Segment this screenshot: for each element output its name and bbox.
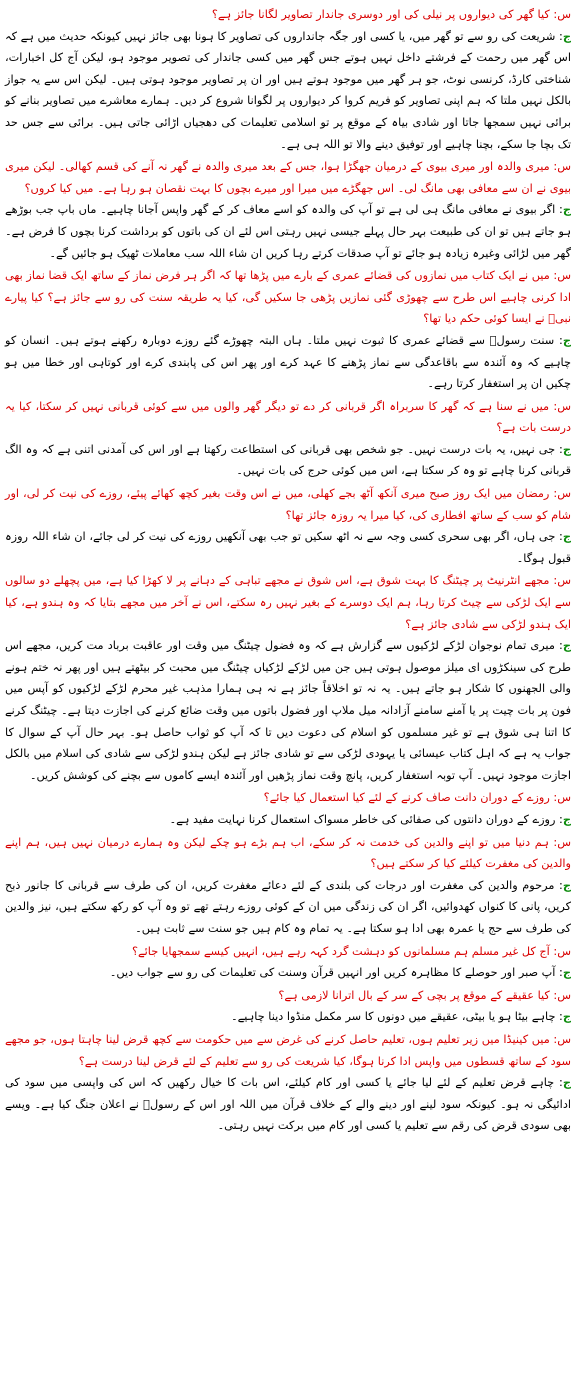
- question-text: روزے کے دوران دانت صاف کرنے کے لئے کیا استعمال کیا جائے؟: [263, 791, 550, 805]
- answer-text: جی نہیں، یہ بات درست نہیں۔ جو شخص بھی قربانی کی استطاعت رکھتا ہے اور اس کی آمدنی اتنی ہے کہ وہ الگ قربانی کرنا چاہے تو وہ کر سکتا ہے، اس میں کوئی حرج کی بات نہیں۔: [5, 442, 571, 478]
- answer-label: ج: [562, 333, 571, 347]
- question: س: کیا عقیقے کے موقع پر بچی کے سر کے بال اترانا لازمی ہے؟: [278, 988, 571, 1002]
- answer-label: ج: [562, 812, 571, 826]
- question-text: آج کل غیر مسلم ہم مسلمانوں کو دہشت گرد کہہ رہے ہیں، انہیں کیسے سمجھایا جائے؟: [132, 944, 550, 958]
- answer: ج: روزے کے دوران دانتوں کی صفائی کی خاطر مسواک استعمال کرنا نہایت مفید ہے۔: [169, 812, 571, 826]
- answer: ج: جی نہیں، یہ بات درست نہیں۔ جو شخص بھی قربانی کی استطاعت رکھتا ہے اور اس کی آمدنی اتنی ہے کہ وہ الگ قربانی کرنا چاہے تو وہ کر سکتا ہے، اس میں کوئی حرج کی بات نہیں۔: [5, 442, 571, 478]
- question-label: س: [557, 988, 571, 1002]
- answer-text: آپ صبر اور حوصلے کا مظاہرہ کریں اور انہیں قرآن وسنت کی تعلیمات کی رو سے جواب دیں۔: [109, 966, 556, 980]
- question-label: س: [557, 1032, 571, 1046]
- question-label: س: [557, 269, 571, 283]
- question-label: س: [557, 574, 572, 588]
- qa-item: [5, 985, 571, 1028]
- answer-label: ج: [562, 530, 571, 544]
- answer-text: جی ہاں، اگر بھی سحری کسی وجہ سے نہ اٹھ سکیں تو جب بھی آنکھیں روزے کی نیت کر لی جائے، ان شاء اللہ روزہ قبول ہوگا۔: [5, 530, 571, 565]
- answer-text: میری تمام نوجوان لڑکے لڑکیوں سے گزارش ہے کہ وہ فضول چیٹنگ میں وقت اور عاقبت برباد مت کریں، مجھے اس طرح کی سینکڑوں ای میلز موصول ہوتی ہیں جن میں لڑکے لڑکیاں چیٹنگ میں محبت کر بیٹھتے ہیں اور پھر نہ ختم ہونے والی الجھنوں کا شکار ہو جاتے ہیں۔ یہ نہ تو اخلاقاً جائز ہے نہ ہی ہمارا مذہب غیر محرم لڑکے لڑکیوں کو آپس میں فون پر بات چیت پر یا آمنے سامنے آزادانہ میل ملاپ اور فضول باتوں میں وقت ضائع کرنے کی اجازت دیتا ہے۔ چیٹنگ کرنے کا اتنا ہی شوق ہے تو غیر مسلموں کو اسلام کی دعوت دیں تا کہ آپ کو ثواب حاصل ہو۔ بہر حال آپ کے سوال کا جواب یہ ہے کہ اہل کتاب عیسائی یا یہودی لڑکی سے تو شادی جائز ہے لیکن ہندو لڑکی سے شادی کی اسلام میں بالکل اجازت موجود نہیں۔ آپ توبہ استغفار کریں، پانچ وقت نماز پڑھیں اور آئندہ ایسے کاموں سے بچنے کی کوشش کریں۔: [5, 639, 571, 782]
- answer: ج: جی ہاں، اگر بھی سحری کسی وجہ سے نہ اٹھ سکیں تو جب بھی آنکھیں روزے کی نیت کر لی جائے، ان شاء اللہ روزہ قبول ہوگا۔: [5, 530, 571, 565]
- answer-label: ج: [562, 29, 571, 43]
- answer-text: سنت رسولؐ سے قضائے عمری کا ثبوت نہیں ملتا۔ ہاں البتہ چھوڑے گئے روزے دوبارہ رکھنے ہوتے ہیں۔ انسان کو چاہیے کہ وہ آئندہ سے باقاعدگی سے نماز پڑھنے کا عہد کرے اور پھر اس کی پابندی کرے اور کوتاہی اور خطا میں ہو چکیں ان پر استغفار کرتا رہے۔: [5, 333, 571, 391]
- answer: ج: چاہے بیٹا ہو یا بیٹی، عقیقے میں دونوں کا سر مکمل منڈوا دینا چاہیے۔: [231, 1010, 571, 1024]
- qa-item: [5, 265, 571, 395]
- question-label: س: [557, 8, 571, 21]
- question-text: میری والدہ اور میری بیوی کے درمیان جھگڑا ہوا، جس کے بعد میری والدہ نے گھر نہ آنے کی قسم کھالی۔ لیکن میری بیوی نے ان سے معافی بھی مانگ لی۔ اس جھگڑے میں میرا اور میرے بچوں کا بہت نقصان ہو رہا ہے۔ میں کیا کروں؟: [5, 160, 571, 195]
- answer-text: روزے کے دوران دانتوں کی صفائی کی خاطر مسواک استعمال کرنا نہایت مفید ہے۔: [169, 812, 556, 826]
- qa-item: [5, 941, 571, 984]
- qa-item: [5, 396, 571, 482]
- question-text: کیا عقیقے کے موقع پر بچی کے سر کے بال اترانا لازمی ہے؟: [278, 988, 550, 1002]
- question-text: میں نے سنا ہے کہ گھر کا سربراہ اگر قربانی کر دے تو دیگر گھر والوں میں سے کوئی قربانی نہیں کر سکتا، کیا یہ درست بات ہے؟: [5, 399, 571, 435]
- question-text: مجھے انٹرنیٹ پر چیٹنگ کا بہت شوق ہے، اس شوق نے مجھے تباہی کے دہانے پر لا کھڑا کیا ہے، میں پچھلے دو سالوں سے ایک لڑکی سے چیٹ کرتا رہا، ہم ایک دوسرے کے بغیر نہیں رہ سکتے، اس نے آخر میں مجھے بتایا کہ وہ ہندو ہے، کیا ایک ہندو لڑکی سے شادی جائز ہے؟: [5, 574, 571, 631]
- question-label: س: [557, 835, 571, 849]
- question: س: میری والدہ اور میری بیوی کے درمیان جھگڑا ہوا، جس کے بعد میری والدہ نے گھر نہ آنے کی قسم کھالی۔ لیکن میری بیوی نے ان سے معافی بھی مانگ لی۔ اس جھگڑے میں میرا اور میرے بچوں کا بہت نقصان ہو رہا ہے۔ میں کیا کروں؟: [5, 160, 571, 195]
- question: س: رمضان میں ایک روز صبح میری آنکھ آٹھ بجے کھلی، میں نے اس وقت بغیر کچھ کھائے پیئے، روزے کی نیت کر لی، اور شام کو سب کے ساتھ افطاری کی، کیا میرا یہ روزہ جائز تھا؟: [5, 487, 571, 522]
- question: س: میں کینیڈا میں زیر تعلیم ہوں، تعلیم حاصل کرنے کی غرض سے میں حکومت سے کچھ قرض لینا چاہتا ہوں، جو مجھے سود کے ساتھ قسطوں میں واپس ادا کرنا ہوگا، کیا شریعت کی رو سے تعلیم کے لئے قرض لینا درست ہے؟: [5, 1032, 571, 1068]
- answer-label: ج: [562, 966, 571, 980]
- question-label: س: [557, 399, 571, 413]
- answer-label: ج: [562, 203, 571, 217]
- answer-label: ج: [562, 878, 571, 892]
- question: س: میں نے ایک کتاب میں نمازوں کی قضائے عمری کے بارے میں پڑھا تھا کہ اگر ہر فرض نماز کے ساتھ ایک قضا نماز بھی ادا کرنی چاہیے اس طرح سے چھوڑی گئی نمازیں پڑھی جا سکیں گی، کیا یہ طریقہ سنت کی رو سے جائز ہے؟ کیا پیارے نبیؐ نے ایسا کوئی حکم دیا تھا؟: [5, 269, 571, 326]
- question: س: ہم دنیا میں تو اپنے والدین کی خدمت نہ کر سکے، اب ہم بڑے ہو چکے لیکن وہ ہمارے درمیان نہیں ہیں، ہم اپنے والدین کی مغفرت کیلئے کیا کر سکتے ہیں؟: [5, 835, 571, 871]
- question-text: ہم دنیا میں تو اپنے والدین کی خدمت نہ کر سکے، اب ہم بڑے ہو چکے لیکن وہ ہمارے درمیان نہیں ہیں، ہم اپنے والدین کی مغفرت کیلئے کیا کر سکتے ہیں؟: [5, 835, 571, 871]
- answer: ج: اگر بیوی نے معافی مانگ ہی لی ہے تو آپ کی والدہ کو اسے معاف کر کے گھر واپس آجانا چاہیے۔ ماں باپ جب بوڑھے ہو جاتے ہیں تو ان کی طبیعت بہر حال پہلے جیسی نہیں رہتی اس لئے ان کی باتوں کو برداشت کرنا بچوں کا فرض ہے۔ گھر میں لڑائی وغیرہ زیادہ ہو جائے تو آپ صدقات کرتے رہا کریں ان شاء اللہ سب معاملات ٹھیک ہو جائیں گے۔: [5, 203, 571, 260]
- answer-text: اگر بیوی نے معافی مانگ ہی لی ہے تو آپ کی والدہ کو اسے معاف کر کے گھر واپس آجانا چاہیے۔ ماں باپ جب بوڑھے ہو جاتے ہیں تو ان کی طبیعت بہر حال پہلے جیسی نہیں رہتی اس لئے ان کی باتوں کو برداشت کرنا بچوں کا فرض ہے۔ گھر میں لڑائی وغیرہ زیادہ ہو جائے تو آپ صدقات کرتے رہا کریں ان شاء اللہ سب معاملات ٹھیک ہو جائیں گے۔: [5, 203, 571, 260]
- answer-text: مرحوم والدین کی مغفرت اور درجات کی بلندی کے لئے دعائے مغفرت کریں، ان کی طرف سے قربانی کا جانور ذبح کریں، پانی کا کنواں کھدوائیں، اگر ان کی زندگی میں ان کے کوئی روزے رہتے تھے تو وہ آپ کو رکھ سکتے ہیں، نیز والدین کی طرف سے حج یا عمرہ بھی ادا ہو سکتا ہے۔ یہ تمام وہ کام ہیں جو سنت سے ثابت ہیں۔: [5, 878, 571, 935]
- answer: ج: شریعت کی رو سے تو گھر میں، یا کسی اور جگہ جانداروں کی تصاویر کا ہونا بھی جائز نہیں کیونکہ حدیث میں ہے کہ اس گھر میں رحمت کے فرشتے داخل نہیں ہوتے جس گھر میں کسی جاندار کی تصویر موجود ہو، لیکن آج کل اخبارات، شناختی کارڈ، کرنسی نوٹ، جو ہر گھر میں موجود ہوتے ہیں اور ان پر تصاویر موجود ہوتی ہیں۔ لیکن اس سے یہ جواز بالکل نہیں ملتا کہ ہم اپنی تصاویر کو فریم کروا کر دیواروں پر لگوانا شروع کر دیں۔ ہمارے معاشرے میں تصاویر بنانے کو برائی نہیں سمجھا جاتا اور شادی بیاہ کے موقع پر تو اسلامی تعلیمات کی دھجیاں اڑائی جاتی ہیں۔ برائی سے جس حد تک بچا جا سکے، بچنا چاہیے اور توفیق دینے والا تو اللہ ہی ہے۔: [5, 29, 571, 151]
- answer: ج: آپ صبر اور حوصلے کا مظاہرہ کریں اور انہیں قرآن وسنت کی تعلیمات کی رو سے جواب دیں۔: [109, 966, 571, 980]
- question-label: س: [557, 487, 571, 501]
- question-text: میں کینیڈا میں زیر تعلیم ہوں، تعلیم حاصل کرنے کی غرض سے میں حکومت سے کچھ قرض لینا چاہتا ہوں، جو مجھے سود کے ساتھ قسطوں میں واپس ادا کرنا ہوگا، کیا شریعت کی رو سے تعلیم کے لئے قرض لینا درست ہے؟: [5, 1032, 571, 1068]
- question: س: کیا گھر کی دیواروں پر نیلی کی اور دوسری جاندار تصاویر لگانا جائز ہے؟: [211, 8, 571, 21]
- question-text: کیا گھر کی دیواروں پر نیلی کی اور دوسری جاندار تصاویر لگانا جائز ہے؟: [211, 8, 550, 21]
- question-text: رمضان میں ایک روز صبح میری آنکھ آٹھ بجے کھلی، میں نے اس وقت بغیر کچھ کھائے پیئے، روزے کی نیت کر لی، اور شام کو سب کے ساتھ افطاری کی، کیا میرا یہ روزہ جائز تھا؟: [5, 487, 571, 522]
- answer-text: شریعت کی رو سے تو گھر میں، یا کسی اور جگہ جانداروں کی تصاویر کا ہونا بھی جائز نہیں کیونکہ حدیث میں ہے کہ اس گھر میں رحمت کے فرشتے داخل نہیں ہوتے جس گھر میں کسی جاندار کی تصویر موجود ہو، لیکن آج کل اخبارات، شناختی کارڈ، کرنسی نوٹ، جو ہر گھر میں موجود ہوتے ہیں اور ان پر تصاویر موجود ہوتی ہیں۔ لیکن اس سے یہ جواز بالکل نہیں ملتا کہ ہم اپنی تصاویر کو فریم کروا کر دیواروں پر لگوانا شروع کر دیں۔ ہمارے معاشرے میں تصاویر بنانے کو برائی نہیں سمجھا جاتا اور شادی بیاہ کے موقع پر تو اسلامی تعلیمات کی دھجیاں اڑائی جاتی ہیں۔ برائی سے جس حد تک بچا جا سکے، بچنا چاہیے اور توفیق دینے والا تو اللہ ہی ہے۔: [5, 29, 571, 151]
- answer: ج: چاہے قرض تعلیم کے لئے لیا جائے یا کسی اور کام کیلئے، اس بات کا خیال رکھیں کہ اس کی واپسی میں سود کی ادائیگی نہ ہو۔ کیونکہ سود لینے اور دینے والے کے خلاف قرآن میں اللہ اور اس کے رسولؐ نے اعلان جنگ کیا ہے۔ ویسے بھی سودی قرض کی رقم سے تعلیم یا کسی اور کام میں برکت نہیں رہتی۔: [5, 1076, 571, 1133]
- answer: ج: مرحوم والدین کی مغفرت اور درجات کی بلندی کے لئے دعائے مغفرت کریں، ان کی طرف سے قربانی کا جانور ذبح کریں، پانی کا کنواں کھدوائیں، اگر ان کی زندگی میں ان کے کوئی روزے رہتے تھے تو وہ آپ کو رکھ سکتے ہیں، نیز والدین کی طرف سے حج یا عمرہ بھی ادا ہو سکتا ہے۔ یہ تمام وہ کام ہیں جو سنت سے ثابت ہیں۔: [5, 878, 571, 935]
- answer-label: ج: [562, 639, 571, 653]
- question: س: میں نے سنا ہے کہ گھر کا سربراہ اگر قربانی کر دے تو دیگر گھر والوں میں سے کوئی قربانی نہیں کر سکتا، کیا یہ درست بات ہے؟: [5, 399, 571, 435]
- qa-item: [5, 832, 571, 940]
- answer-label: ج: [562, 442, 571, 456]
- question-label: س: [557, 944, 571, 958]
- qa-item: [5, 4, 571, 155]
- answer: ج: میری تمام نوجوان لڑکے لڑکیوں سے گزارش ہے کہ وہ فضول چیٹنگ میں وقت اور عاقبت برباد مت کریں، مجھے اس طرح کی سینکڑوں ای میلز موصول ہوتی ہیں جن میں لڑکے لڑکیاں چیٹنگ میں محبت کر بیٹھتے ہیں اور پھر نہ ختم ہونے والی الجھنوں کا شکار ہو جاتے ہیں۔ یہ نہ تو اخلاقاً جائز ہے نہ ہی ہمارا مذہب غیر محرم لڑکے لڑکیوں کو آپس میں فون پر بات چیت پر یا آمنے سامنے آزادانہ میل ملاپ اور فضول باتوں میں وقت ضائع کرنے کی اجازت دیتا ہے۔ چیٹنگ کرنے کا اتنا ہی شوق ہے تو غیر مسلموں کو اسلام کی دعوت دیں تا کہ آپ کو ثواب حاصل ہو۔ بہر حال آپ کے سوال کا جواب یہ ہے کہ اہل کتاب عیسائی یا یہودی لڑکی سے تو شادی جائز ہے لیکن ہندو لڑکی سے شادی کی اسلام میں بالکل اجازت موجود نہیں۔ آپ توبہ استغفار کریں، پانچ وقت نماز پڑھیں اور آئندہ ایسے کاموں سے بچنے کی کوشش کریں۔: [5, 639, 571, 782]
- answer: ج: سنت رسولؐ سے قضائے عمری کا ثبوت نہیں ملتا۔ ہاں البتہ چھوڑے گئے روزے دوبارہ رکھنے ہوتے ہیں۔ انسان کو چاہیے کہ وہ آئندہ سے باقاعدگی سے نماز پڑھنے کا عہد کرے اور پھر اس کی پابندی کرے اور کوتاہی اور خطا میں ہو چکیں ان پر استغفار کرتا رہے۔: [5, 333, 571, 391]
- answer-label: ج: [562, 1076, 571, 1090]
- qa-item: [5, 483, 571, 569]
- question: س: مجھے انٹرنیٹ پر چیٹنگ کا بہت شوق ہے، اس شوق نے مجھے تباہی کے دہانے پر لا کھڑا کیا ہے، میں پچھلے دو سالوں سے ایک لڑکی سے چیٹ کرتا رہا، ہم ایک دوسرے کے بغیر نہیں رہ سکتے، اس نے آخر میں مجھے بتایا کہ وہ ہندو ہے، کیا ایک ہندو لڑکی سے شادی جائز ہے؟: [5, 574, 572, 631]
- qa-item: [5, 570, 571, 786]
- answer-text: چاہے بیٹا ہو یا بیٹی، عقیقے میں دونوں کا سر مکمل منڈوا دینا چاہیے۔: [231, 1010, 556, 1024]
- question-label: س: [557, 160, 571, 174]
- answer-text: چاہے قرض تعلیم کے لئے لیا جائے یا کسی اور کام کیلئے، اس بات کا خیال رکھیں کہ اس کی واپسی میں سود کی ادائیگی نہ ہو۔ کیونکہ سود لینے اور دینے والے کے خلاف قرآن میں اللہ اور اس کے رسولؐ نے اعلان جنگ کیا ہے۔ ویسے بھی سودی قرض کی رقم سے تعلیم یا کسی اور کام میں برکت نہیں رہتی۔: [5, 1076, 571, 1133]
- question-label: س: [557, 791, 571, 805]
- question: س: روزے کے دوران دانت صاف کرنے کے لئے کیا استعمال کیا جائے؟: [263, 791, 571, 805]
- qa-item: [5, 787, 571, 830]
- qa-item: [5, 156, 571, 264]
- answer-label: ج: [562, 1010, 571, 1024]
- question: س: آج کل غیر مسلم ہم مسلمانوں کو دہشت گرد کہہ رہے ہیں، انہیں کیسے سمجھایا جائے؟: [132, 944, 571, 958]
- qa-item: [5, 1029, 571, 1137]
- question-text: میں نے ایک کتاب میں نمازوں کی قضائے عمری کے بارے میں پڑھا تھا کہ اگر ہر فرض نماز کے ساتھ ایک قضا نماز بھی ادا کرنی چاہیے اس طرح سے چھوڑی گئی نمازیں پڑھی جا سکیں گی، کیا یہ طریقہ سنت کی رو سے جائز ہے؟ کیا پیارے نبیؐ نے ایسا کوئی حکم دیا تھا؟: [5, 269, 571, 326]
